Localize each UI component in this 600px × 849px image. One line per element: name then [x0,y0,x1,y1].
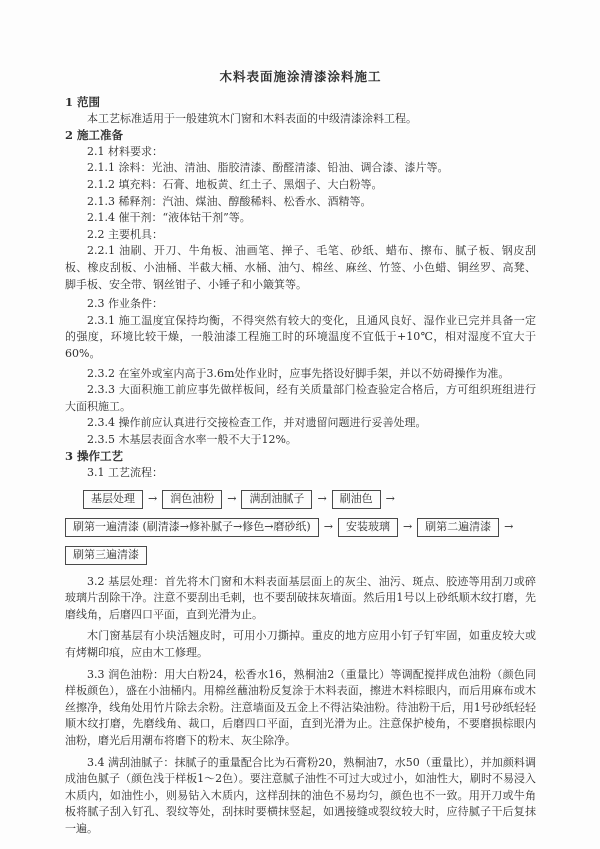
paragraph-3-4: 3.4 满刮油腻子：抹腻子的重量配合比为石膏粉20，熟桐油7，水50（重量比），并加颜料调成油色腻子（颜色浅于样板1～2色）。要注意腻子油性不可过大或过小，如油性大，刷时不易浸入木质内，如油性小，则易钻入木质内，这样刮抹的油色不易均匀，颜色也不一致。用开刀或牛角板将腻子刮入钉孔、裂纹等处，刮抹时要横抹竖起，如遇接缝或裂纹较大时，应待腻子干后复抹一遍。 [65,755,536,835]
flow-step-tint-oil-powder: 润色油粉 [162,490,222,509]
flow-arrow-icon: → [317,491,327,505]
flow-arrow-icon: → [385,491,395,505]
paragraph-2-3-5: 2.3.5 木基层表面含水率一般不大于12%。 [87,432,297,446]
paragraph-2-1-3: 2.1.3 稀释剂：汽油、煤油、醇酸稀料、松香水、酒精等。 [87,194,372,208]
flowchart-row-2 [65,518,536,537]
section-1-heading: 1 范围 [65,95,101,109]
doc-title: 木料表面施涂清漆涂料施工 [219,69,382,84]
flow-arrow-icon: → [504,519,514,533]
paragraph-2-3-3: 2.3.3 大面积施工前应事先做样板间，经有关质量部门检查验定合格后，方可组织班组进行大面积施工。 [65,383,536,413]
paragraph-2-1-2: 2.1.2 填充料：石膏、地板黄、红土子、黑烟子、大白粉等。 [87,177,383,191]
flow-arrow-icon: → [227,491,237,505]
paragraph-2-1-1: 2.1.1 涂料：光油、清油、脂胶清漆、酚醛清漆、铅油、调合漆、漆片等。 [87,161,449,175]
paragraph-scope: 本工艺标准适用于一般建筑木门窗和木料表面的中级清漆涂料工程。 [87,111,417,125]
flow-arrow-icon: → [148,491,158,505]
paragraph-2-2: 2.2 主要机具： [87,227,163,241]
flow-step-third-varnish-coat: 刷第三遍清漆 [65,546,147,565]
flow-step-full-oil-putty: 满刮油腻子 [241,490,312,509]
flow-arrow-icon: → [402,519,413,533]
paragraph-2-3-2: 2.3.2 在室外或室内高于3.6m处作业时，应事先搭设好脚手架，并以不妨碍操作为准。 [87,366,510,380]
section-2-heading: 2 施工准备 [65,128,124,143]
paragraph-2-2-1: 2.2.1 油刷、开刀、牛角板、油画笔、掸子、毛笔、砂纸、蜡布、擦布、腻子板、钢皮刮板、橡皮刮板、小油桶、半截大桶、水桶、油勺、棉丝、麻丝、竹签、小色蜡、铜丝罗、高凳、脚手板、安全带、钢丝钳子、小锤子和小簸箕等。 [65,244,536,291]
section-3-heading: 3 操作工艺 [65,449,124,464]
paragraph-3-1: 3.1 工艺流程： [87,466,163,480]
paragraph-2-3-4: 2.3.4 操作前应认真进行交接检查工作，并对遗留问题进行妥善处理。 [87,416,427,430]
paragraph-2-1-4: 2.1.4 催干剂：“液体钴干剂”等。 [87,211,251,225]
flow-step-install-glass: 安装玻璃 [338,518,398,537]
paragraph-2-3: 2.3 作业条件： [87,297,163,311]
paragraph-2-3-1: 2.3.1 施工温度宜保持均衡，不得突然有较大的变化，且通风良好、湿作业已完并具备一定的强度，环境比较干燥，一般油漆工程施工时的环境温度不宜低于+10℃，相对湿度不宜大于60%。 [65,313,536,360]
flow-step-brush-oil-color: 刷油色 [332,490,381,509]
paragraph-3-2: 3.2 基层处理：首先将木门窗和木料表面基层面上的灰尘、油污、斑点、胶迹等用刮刀或碎玻璃片刮除干净。注意不要刮出毛刺，也不要刮破抹灰墙面。然后用1号以上砂纸顺木纹打磨，先磨线角，后磨四口平面，直到光滑为止。 [65,574,536,621]
flowchart-row-3 [65,546,536,565]
paragraph-3-3: 3.3 润色油粉：用大白粉24，松香水16，熟桐油2（重量比）等调配搅拌成色油粉（颜色同样板颜色），盛在小油桶内。用棉丝蘸油粉反复涂于木料表面，擦进木料棕眼内，而后用麻布或木丝擦净，线角处用竹片除去余粉。注意墙面及五金上不得沾染油粉。待油粉干后，用1号砂纸轻轻顺木纹打磨，先磨线角、裁口，后磨四口平面，直到光滑为止。注意保护棱角，不要磨损棕眼内油粉，磨光后用潮布将磨下的粉末、灰尘除净。 [65,667,536,747]
flow-step-base-treatment: 基层处理 [83,490,143,509]
flow-step-second-varnish-coat: 刷第二遍清漆 [417,518,499,537]
paragraph-2-1: 2.1 材料要求： [87,144,163,158]
flowchart-row-1 [65,490,536,509]
flow-arrow-icon: → [323,519,333,533]
flow-step-first-varnish-coat: 刷第一遍清漆 (刷清漆→修补腻子→修色→磨砂纸) [65,518,319,537]
paragraph-3-2b: 木门窗基层有小块活翘皮时，可用小刀撕掉。重皮的地方应用小钉子钉牢固，如重皮较大或有烤糊印痕，应由木工修理。 [65,629,536,660]
process-flowchart [65,490,536,565]
